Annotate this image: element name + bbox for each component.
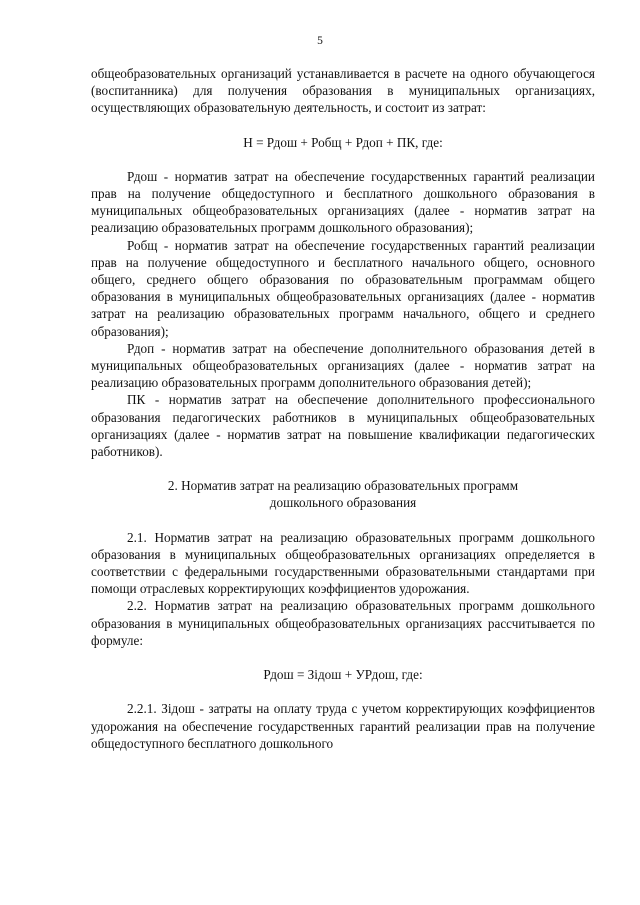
paragraph-rdosh-definition: Рдош - норматив затрат на обеспечение государственных гарантий реализации прав на получение общедоступного и бесплатного дошкольного образования в муниципальных общеобразовательных организациях (далее - норматив затрат на реализацию образовательных программ дошкольного образования); [91,168,595,236]
formula-rdosh: Рдош = Зiдош + УРдош, где: [263,667,423,683]
paragraph-robshch-definition: Робщ - норматив затрат на обеспечение государственных гарантий реализации прав на получение общедоступного и бесплатного начального общего, основного общего, среднего общего образования по образовательным программам общего образования в муниципальных общеобразовательных организациях (далее - норматив затрат на реализацию образовательных программ начального, общего и среднего образования); [91,237,595,339]
paragraph-rdop-definition: Рдоп - норматив затрат на обеспечение дополнительного образования детей в муниципальных общеобразовательных организациях (далее - норматив затрат на реализацию образовательных программ дополнительного образования детей); [91,340,595,391]
paragraph-2-1: 2.1. Норматив затрат на реализацию образовательных программ дошкольного образования в муниципальных общеобразовательных организациях определяется в соответствии с федеральными государственными образовательными стандартами при помощи отраслевых корректирующих коэффициентов удорожания. [91,529,595,597]
document-body [91,65,595,752]
section-heading-line-2: дошкольного образования [269,495,417,511]
page-number: 5 [317,35,323,47]
section-heading-line-1: 2. Норматив затрат на реализацию образовательных программ [167,478,519,494]
section-heading [91,477,595,511]
paragraph-2-2: 2.2. Норматив затрат на реализацию образовательных программ дошкольного образования в муниципальных общеобразовательных организациях рассчитывается по формуле: [91,598,595,648]
paragraph-2-2-1: 2.2.1. Зiдош - затраты на оплату труда с учетом корректирующих коэффициентов удорожания на обеспечение государственных гарантий реализации прав на получение общедоступного бесплатного дошкольного [91,701,595,751]
paragraph-pk-definition: ПК - норматив затрат на обеспечение дополнительного профессионального образования педагогических работников в муниципальных общеобразовательных организациях (далее - норматив затрат на повышение квалификации педагогических работников). [91,392,595,460]
paragraph-intro-continuation: общеобразовательных организаций устанавливается в расчете на одного обучающегося (воспитанника) для получения образования в муниципальных организациях, осуществляющих образовательную деятельность, и состоит из затрат: [91,66,595,116]
formula-total-norm: Н = Рдош + Робщ + Рдоп + ПК, где: [243,134,443,150]
